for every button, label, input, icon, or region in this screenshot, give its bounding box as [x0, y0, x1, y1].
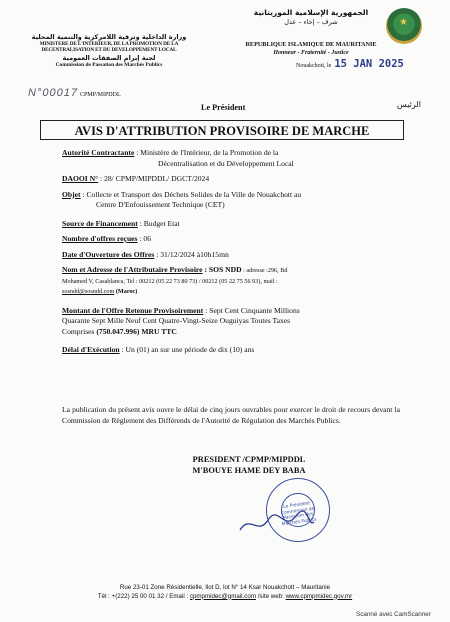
motto-fr: Honneur - Fraternité - Justice: [273, 50, 349, 56]
daooi-label: DAOOI N°: [62, 174, 99, 183]
ministry-name-fr-1: MINISTERE DE L'INTERIEUR, DE LA PROMOTION DE LA: [39, 41, 179, 47]
footer: [20, 584, 430, 601]
amount-value-1: : Sept Cent Cinquante Millions: [203, 305, 300, 315]
amount-figure: (750.047.996) MRU TTC: [96, 326, 177, 336]
object-line: [62, 190, 400, 201]
signatory-title: PRESIDENT /CPMP/MIPDDL: [192, 455, 306, 464]
object-value-1: : Collecte et Transport des Déchets Solides de la Ville de Nouakchott au: [80, 189, 302, 199]
amount: [62, 306, 400, 317]
funding-source: [62, 219, 400, 230]
awardee: [62, 265, 400, 277]
appeal-paragraph: La publication du présent avis ouvre le délai de cinq jours ouvrables pour exercer le droit de recours devant la Commission de Règlement des Différends de l'Autorité de Régulation des Marchés Publics.: [62, 405, 400, 425]
offers-count-label: Nombre d'offres reçues: [62, 234, 138, 243]
footer-site-prefix: /site web:: [255, 592, 286, 600]
ministry-name-ar: وزارة الداخلية وترقية اللامركزية والتنمية المحلية: [31, 33, 187, 41]
stamp-text: Le Président Commission de Passation des Marchés Publics: [280, 501, 317, 527]
contracting-authority-value-2: Décentralisation et du Développement Local: [158, 158, 294, 168]
official-stamp: [236, 478, 336, 544]
signatory-name: M'BOUYE HAME DEY BABA: [192, 465, 306, 475]
footer-contact: [20, 593, 430, 602]
funding-source-label: Source de Financement: [62, 218, 138, 228]
daooi-value: : 28/ CPMP/MIPDDL/ DGCT/2024: [98, 174, 210, 183]
reference-number: [28, 87, 121, 99]
awardee-address-1: : adresse :296, Bd: [241, 267, 288, 274]
awardee-country: (Maroc): [114, 288, 138, 295]
execution-delay-label: Délai d'Exécution: [62, 345, 120, 354]
date-line: [296, 58, 404, 70]
execution-delay: [62, 345, 400, 356]
motto-ar: شرف – إخاء – عدل: [284, 18, 338, 26]
object-value-2: Centre D'Enfouissement Technique (CET): [96, 200, 225, 209]
awardee-address-2: Mohamed V, Casablanca, Tel : 00212 (05 22 73 80 73) / 00212 (05 22 75 56 93), mail :: [62, 277, 278, 285]
document-title: AVIS D'ATTRIBUTION PROVISOIRE DE MARCHE: [40, 120, 404, 140]
execution-delay-value: : Un (01) an sur une période de dix (10) ans: [119, 345, 255, 354]
opening-date-label: Date d'Ouverture des Offres: [62, 249, 155, 259]
awardee-mail-line: [62, 287, 400, 298]
ref-number-stamp: N°00017: [28, 87, 78, 99]
commission-name-ar: لجنة إبرام الصفقات العمومية: [62, 53, 156, 62]
ref-suffix: CPMP/MIPDDL: [79, 92, 121, 98]
document-body: [62, 148, 400, 356]
ministry-header: [14, 33, 204, 69]
offers-count: [62, 234, 400, 245]
contracting-authority: [62, 148, 400, 159]
date-stamp: 15 JAN 2025: [334, 58, 404, 70]
contracting-authority-value-1: : Ministère de l'Intérieur, de la Promotion de la: [134, 148, 279, 157]
national-emblem-icon: ★: [386, 8, 422, 44]
footer-tel: Tél : +(222) 25 00 01 32 / Email :: [97, 592, 190, 600]
opening-date: [62, 250, 400, 261]
object-label: Objet: [62, 189, 81, 199]
amount-value-3: Comprises: [62, 326, 97, 336]
funding-source-value: : Budget Etat: [137, 218, 180, 228]
president-label-ar: الرئيس: [397, 100, 421, 109]
opening-date-value: : 31/12/2024 à10h15mn: [154, 249, 229, 259]
date-prefix: Nouakchott, le: [296, 63, 332, 69]
awardee-name: : SOS NDD: [202, 265, 242, 274]
daooi-line: [62, 174, 400, 185]
amount-value-3-line: [62, 327, 400, 338]
ministry-name-fr-2: DECENTRALISATION ET DU DEVELOPPEMENT LOCAL: [41, 47, 177, 54]
awardee-label: Nom et Adresse de l'Attributaire Provisoire: [62, 265, 203, 274]
republic-name-fr: REPUBLIQUE ISLAMIQUE DE MAURITANIE: [245, 41, 377, 48]
commission-name-fr: Commission de Passation des Marchés Publics: [55, 61, 163, 68]
offers-count-value: : 06: [137, 234, 152, 243]
amount-value-2: Quarante Sept Mille Neuf Cent Quatre-Vingt-Seize Ouguiyas Toutes Taxes: [62, 316, 291, 325]
awardee-email-link[interactable]: sosndd@sosndd.com: [62, 288, 115, 295]
scanner-watermark: Scanné avec CamScanner: [356, 611, 431, 618]
amount-label: Montant de l'Offre Retenue Provisoirement: [62, 305, 204, 315]
republic-header: [236, 8, 386, 57]
footer-address: Rue 23-01 Zone Résidentielle, Ilot D, lot N° 14 Ksar Nouakchott – Mauritanie: [119, 584, 331, 591]
republic-name-ar: الجمهورية الإسلامية الموريتانية: [253, 8, 369, 17]
signature-block: [174, 455, 324, 476]
footer-site-link[interactable]: www.cpmpmidec.gov.mr: [285, 592, 353, 600]
footer-email-link[interactable]: cpmpmidec@gmail.com: [189, 592, 256, 600]
president-label-fr: Le Président: [201, 103, 246, 112]
contracting-authority-label: Autorité Contractante: [62, 148, 135, 157]
